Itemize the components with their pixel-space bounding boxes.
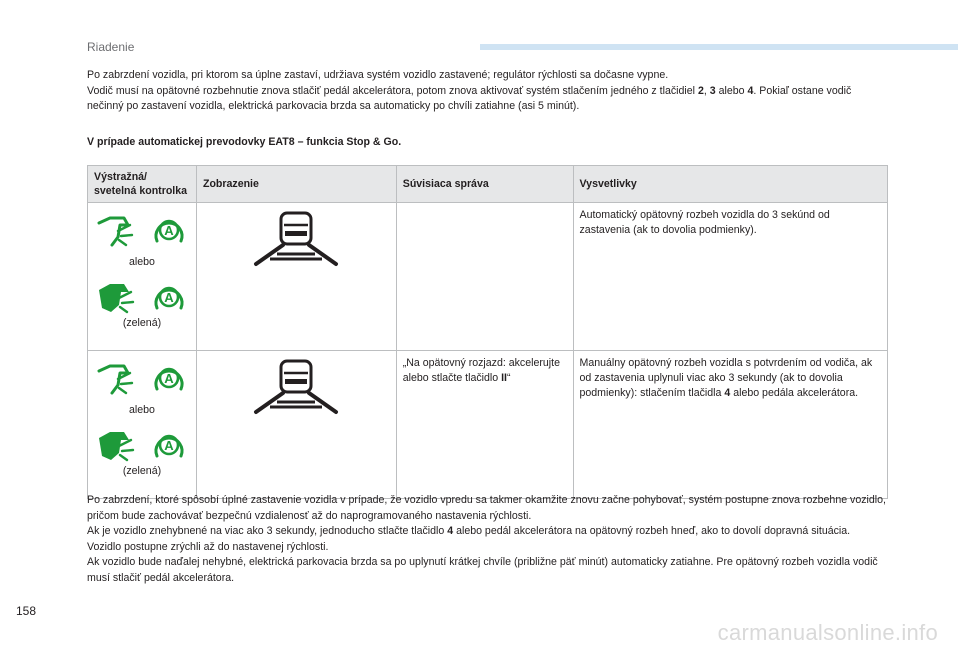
intro-paragraph — [87, 68, 877, 115]
explanation-cell — [573, 203, 888, 351]
intro-line-2a: Vodič musí na opätovné rozbehnutie znova stlačiť pedál akcelerátora, potom znova aktivovať systém stlačením jedného z tlačidiel — [87, 84, 698, 97]
display-cell — [196, 351, 396, 499]
footer-line-1: Po zabrzdení, ktoré spôsobí úplné zastavenie vozidla v prípade, že vozidlo vpredu sa takmer okamžite znovu začne pohybovať, systém postupne znova rozbehne vozidlo, pričom bude zachovávať bezpečnú vzdialenosť až do naprogramovaného nastavenia rýchlosti. — [87, 494, 886, 522]
message-cell — [396, 351, 573, 499]
table-header-row — [88, 166, 888, 203]
footer-line-2b: alebo pedál akcelerátora na opätovný rozbeh hneď, ako to dovolí dopravná situácia. Vozidlo postupne zrýchli až do nastavenej rýchlosti. — [87, 525, 851, 553]
header-explanation: Vysvetlivky — [573, 166, 888, 203]
svg-text:A: A — [164, 290, 174, 305]
table-row — [88, 203, 888, 351]
header-warning-lamp: Výstražná/ svetelná kontrolka — [88, 166, 197, 203]
car-on-road-icon — [251, 209, 341, 267]
header-accent-bar — [480, 44, 958, 50]
button-ref-4: 4 — [747, 84, 754, 97]
lamp-cell — [88, 203, 197, 351]
header-display: Zobrazenie — [196, 166, 396, 203]
speedometer-icon — [96, 213, 138, 247]
warning-lamps-table — [87, 165, 888, 499]
explanation-text: Manuálny opätovný rozbeh vozidla s potvrdením od vodiča, ak od zastavenia uplynuli viac ako 3 sekundy (ak to dovolia podmienky): stlačením tlačidla — [579, 357, 873, 399]
explanation-button-ref: 4 — [724, 387, 731, 399]
explanation-cell — [573, 351, 888, 499]
page-number: 158 — [16, 604, 37, 618]
footer-button-ref-4: 4 — [447, 525, 454, 537]
button-ref-3: 3 — [709, 84, 716, 97]
letter-a-in-circle-icon — [150, 428, 188, 462]
table-row — [88, 351, 888, 499]
message-text-end: “ — [507, 372, 511, 384]
header-message: Súvisiaca správa — [396, 166, 573, 203]
letter-a-in-circle-icon — [150, 361, 188, 395]
letter-a-in-circle-icon — [150, 280, 188, 314]
svg-text:A: A — [164, 223, 174, 238]
message-button-ref: II — [501, 372, 507, 384]
intro-sep-1: , — [703, 84, 710, 97]
speedometer-icon — [96, 280, 138, 314]
explanation-text: Automatický opätovný rozbeh vozidla do 3 sekúnd od zastavenia (ak to dovolia podmienky). — [579, 209, 830, 236]
intro-line-1: Po zabrzdení vozidla, pri ktorom sa úplne zastaví, udržiava systém vozidlo zastavené; regulátor rýchlosti sa dočasne vypne. — [87, 69, 669, 81]
footer-line-2a: Ak je vozidlo znehybnené na viac ako 3 sekundy, jednoducho stlačte tlačidlo — [87, 525, 448, 537]
svg-text:A: A — [164, 438, 174, 453]
speedometer-icon — [96, 361, 138, 395]
watermark: carmanualsonline.info — [717, 620, 938, 645]
car-on-road-icon — [251, 357, 341, 415]
intro-sep-2: alebo — [715, 84, 748, 97]
button-ref-2: 2 — [697, 84, 704, 97]
section-title: Riadenie — [87, 40, 135, 54]
lamp-cell — [88, 351, 197, 499]
or-label: alebo — [129, 404, 155, 416]
message-text: „Na opätovný rozjazd: akcelerujte alebo stlačte tlačidlo — [402, 357, 560, 384]
intro-line-2b: . Pokiaľ ostane vodič nečinný po zastavení vozidla, elektrická parkovacia brzda sa automaticky po chvíli zatiahne (asi 5 minút). — [87, 84, 852, 112]
svg-text:A: A — [164, 371, 174, 386]
or-label: alebo — [129, 256, 155, 268]
footer-line-3: Ak vozidlo bude naďalej nehybné, elektrická parkovacia brzda sa po uplynutí krátkej chvíle (približne päť minút) automaticky zatiahne. Pre opätovný rozbeh vozidla vodič musí stlačiť pedál akcelerátora. — [87, 556, 878, 584]
explanation-text-end: alebo pedála akcelerátora. — [730, 387, 859, 399]
green-label: (zelená) — [122, 465, 162, 477]
speedometer-icon — [96, 428, 138, 462]
green-label: (zelená) — [122, 317, 162, 329]
display-cell — [196, 203, 396, 351]
footer-paragraph — [87, 493, 887, 586]
message-cell — [396, 203, 573, 351]
letter-a-in-circle-icon — [150, 213, 188, 247]
subheading: V prípade automatickej prevodovky EAT8 – funkcia Stop & Go. — [87, 136, 402, 148]
